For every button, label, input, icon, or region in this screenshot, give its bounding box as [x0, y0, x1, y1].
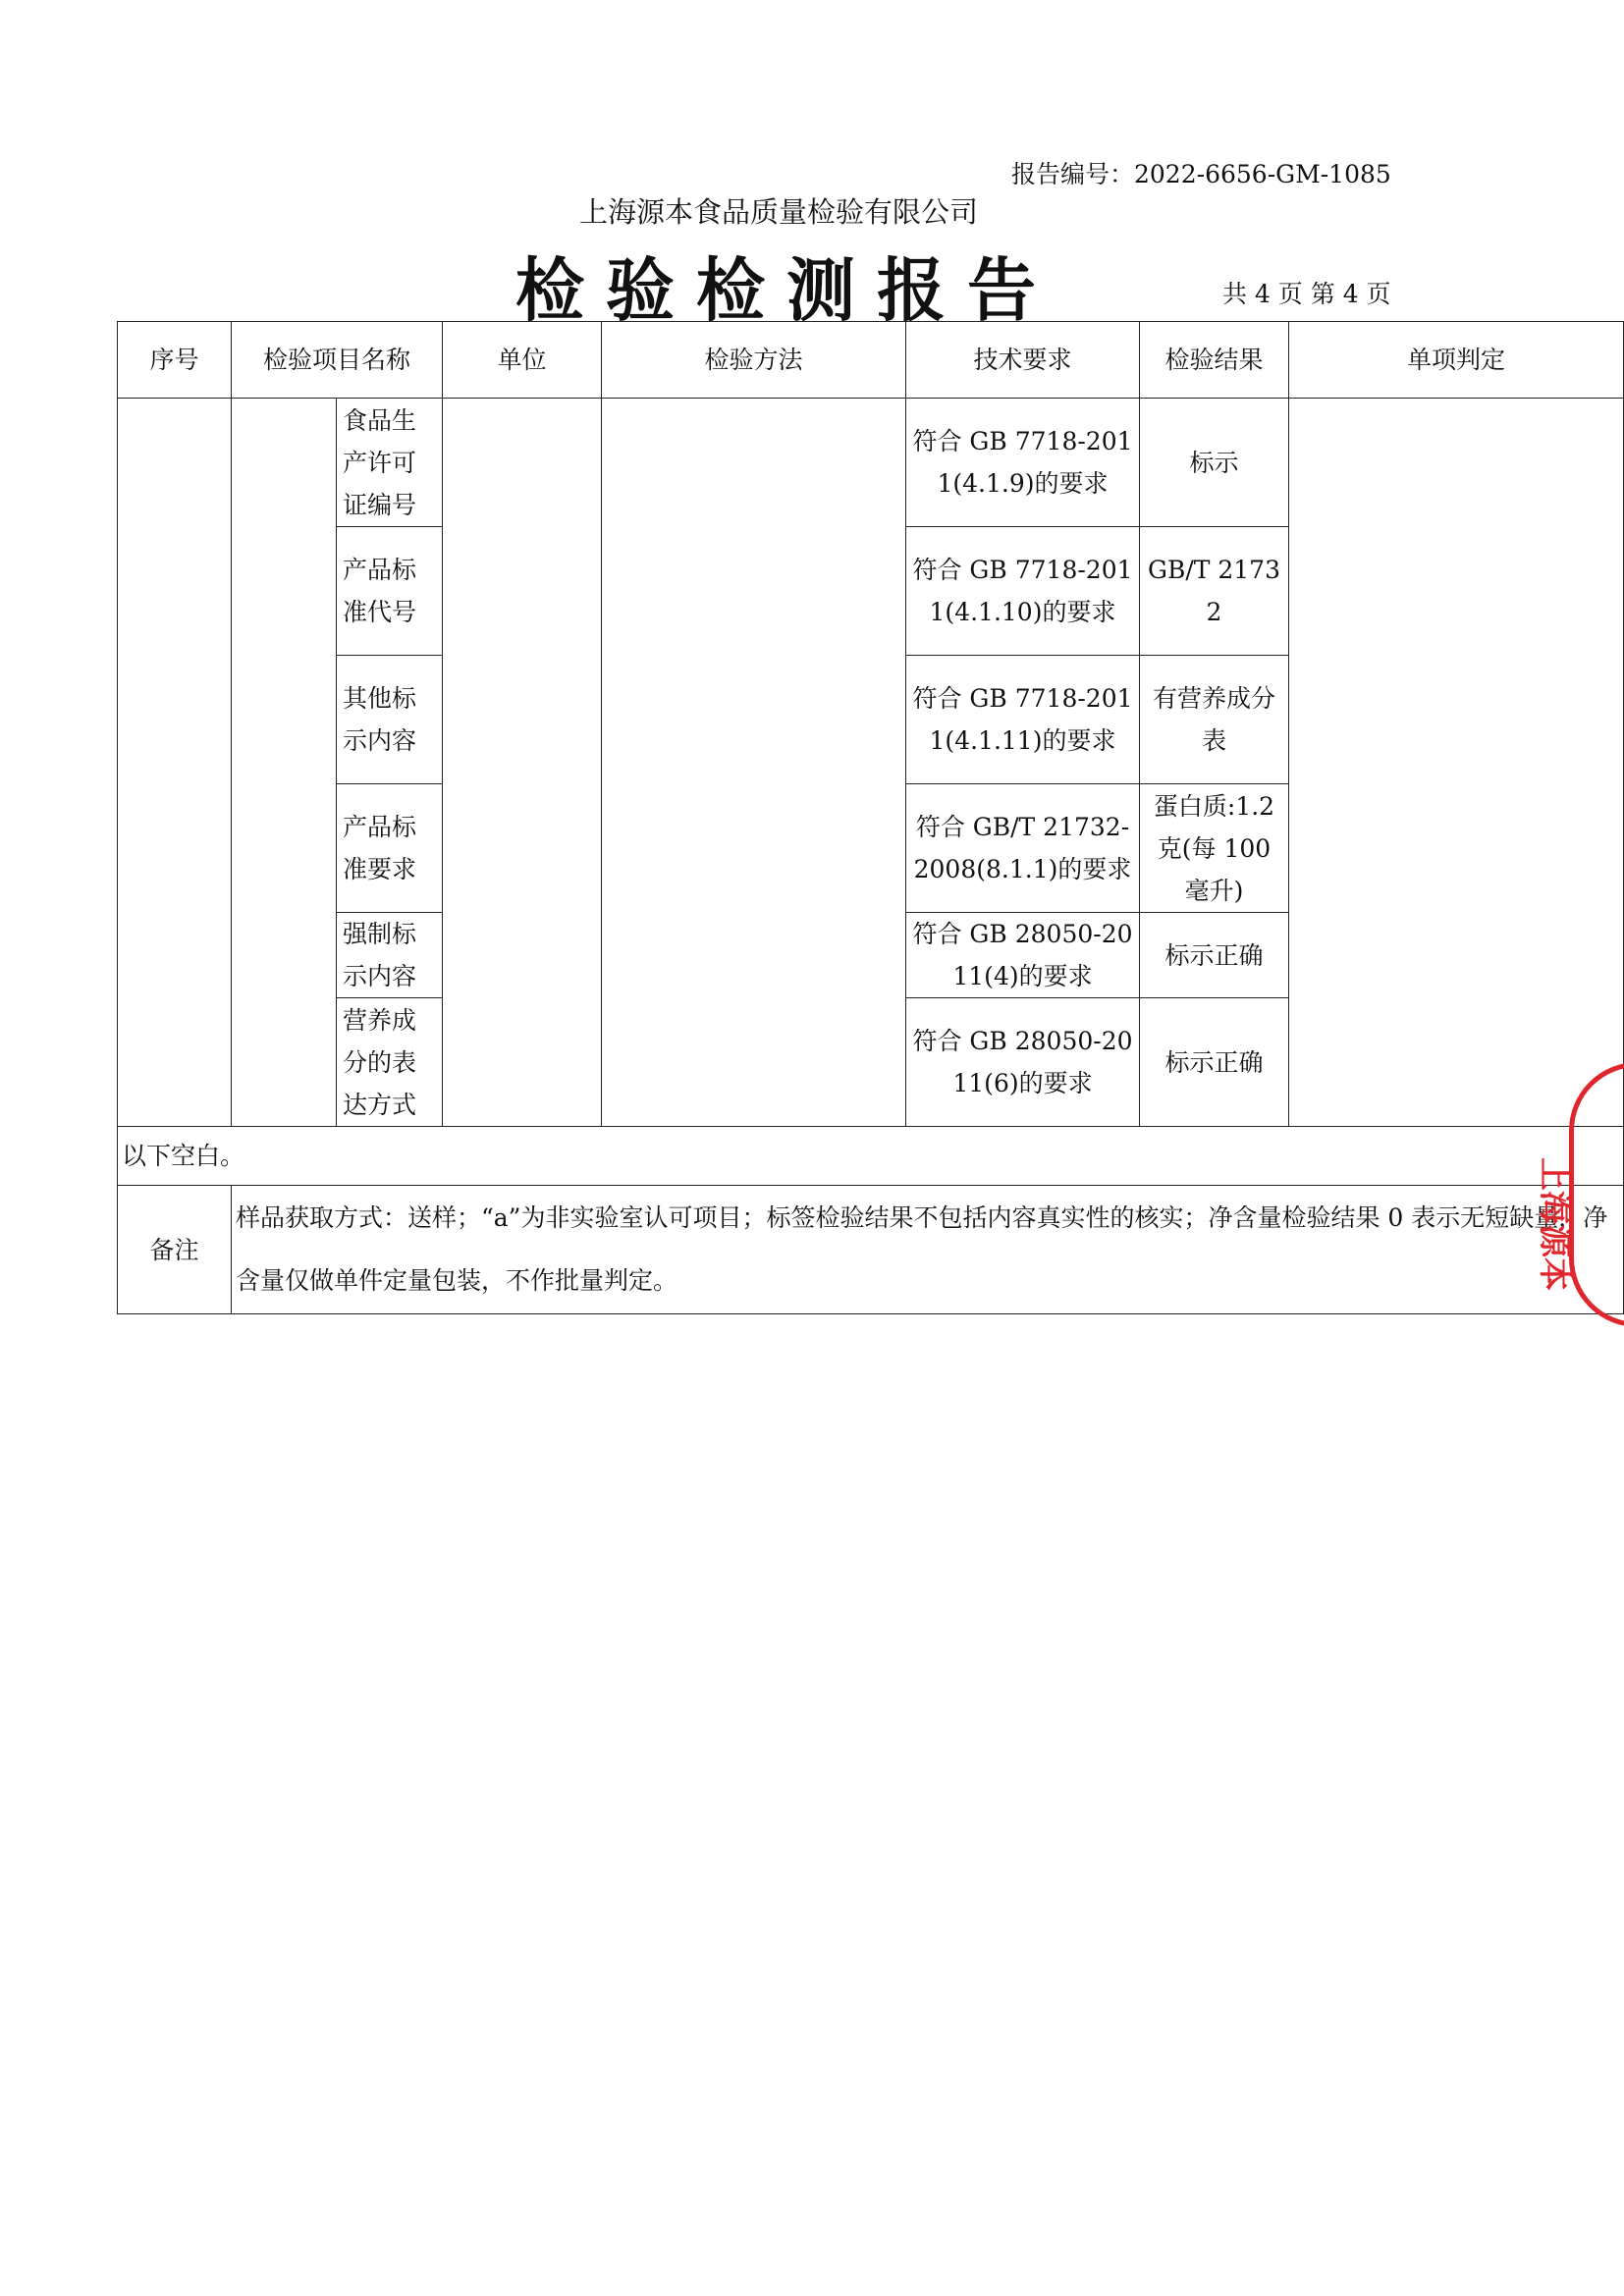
requirement-cell: 符合 GB 7718-2011(4.1.11)的要求	[906, 656, 1140, 784]
page-counter: 共 4 页 第 4 页	[1222, 280, 1391, 308]
blank-note: 以下空白。	[118, 1127, 1624, 1186]
result-cell: GB/T 21732	[1140, 527, 1289, 656]
sub-item-name: 营养成分的表达方式	[337, 998, 443, 1127]
requirement-cell: 符合 GB/T 21732-2008(8.1.1)的要求	[906, 784, 1140, 913]
blank-note-row	[118, 1127, 1624, 1186]
column-header: 检验方法	[602, 322, 906, 399]
column-header: 单项判定	[1289, 322, 1624, 399]
sub-item-name: 产品标准代号	[337, 527, 443, 656]
requirement-cell: 符合 GB 28050-2011(6)的要求	[906, 998, 1140, 1127]
table-row	[118, 399, 1624, 527]
sub-item-name: 强制标示内容	[337, 913, 443, 998]
official-seal	[1535, 1062, 1624, 1327]
remark-label: 备注	[118, 1186, 232, 1314]
item-group-cell	[232, 399, 337, 1127]
seal-text: 上海源本	[1535, 1157, 1574, 1291]
company-name: 上海源本食品质量检验有限公司	[579, 195, 979, 229]
column-header: 序号	[118, 322, 232, 399]
column-header: 技术要求	[906, 322, 1140, 399]
sub-item-name: 食品生产许可证编号	[337, 399, 443, 527]
sub-item-name: 产品标准要求	[337, 784, 443, 913]
column-header: 检验结果	[1140, 322, 1289, 399]
judgement-cell	[1289, 399, 1624, 1127]
column-header: 检验项目名称	[232, 322, 443, 399]
result-cell: 蛋白质:1.2 克(每 100 毫升)	[1140, 784, 1289, 913]
method-cell	[602, 399, 906, 1127]
serial-cell	[118, 399, 232, 1127]
requirement-cell: 符合 GB 28050-2011(4)的要求	[906, 913, 1140, 998]
report-number: 报告编号：2022-6656-GM-1085	[1011, 160, 1391, 188]
unit-cell	[443, 399, 602, 1127]
result-cell: 标示	[1140, 399, 1289, 527]
result-cell: 有营养成分表	[1140, 656, 1289, 784]
remark-row	[118, 1186, 1624, 1314]
report-title: 检验检测报告	[515, 250, 1057, 331]
requirement-cell: 符合 GB 7718-2011(4.1.9)的要求	[906, 399, 1140, 527]
inspection-table	[117, 321, 1624, 1314]
requirement-cell: 符合 GB 7718-2011(4.1.10)的要求	[906, 527, 1140, 656]
result-cell: 标示正确	[1140, 998, 1289, 1127]
remark-text: 样品获取方式：送样；“a”为非实验室认可项目；标签检验结果不包括内容真实性的核实；净含量检验结果 0 表示无短缺量，净含量仅做单件定量包装，不作批量判定。	[232, 1186, 1624, 1314]
result-cell: 标示正确	[1140, 913, 1289, 998]
table-header-row	[118, 322, 1624, 399]
column-header: 单位	[443, 322, 602, 399]
sub-item-name: 其他标示内容	[337, 656, 443, 784]
